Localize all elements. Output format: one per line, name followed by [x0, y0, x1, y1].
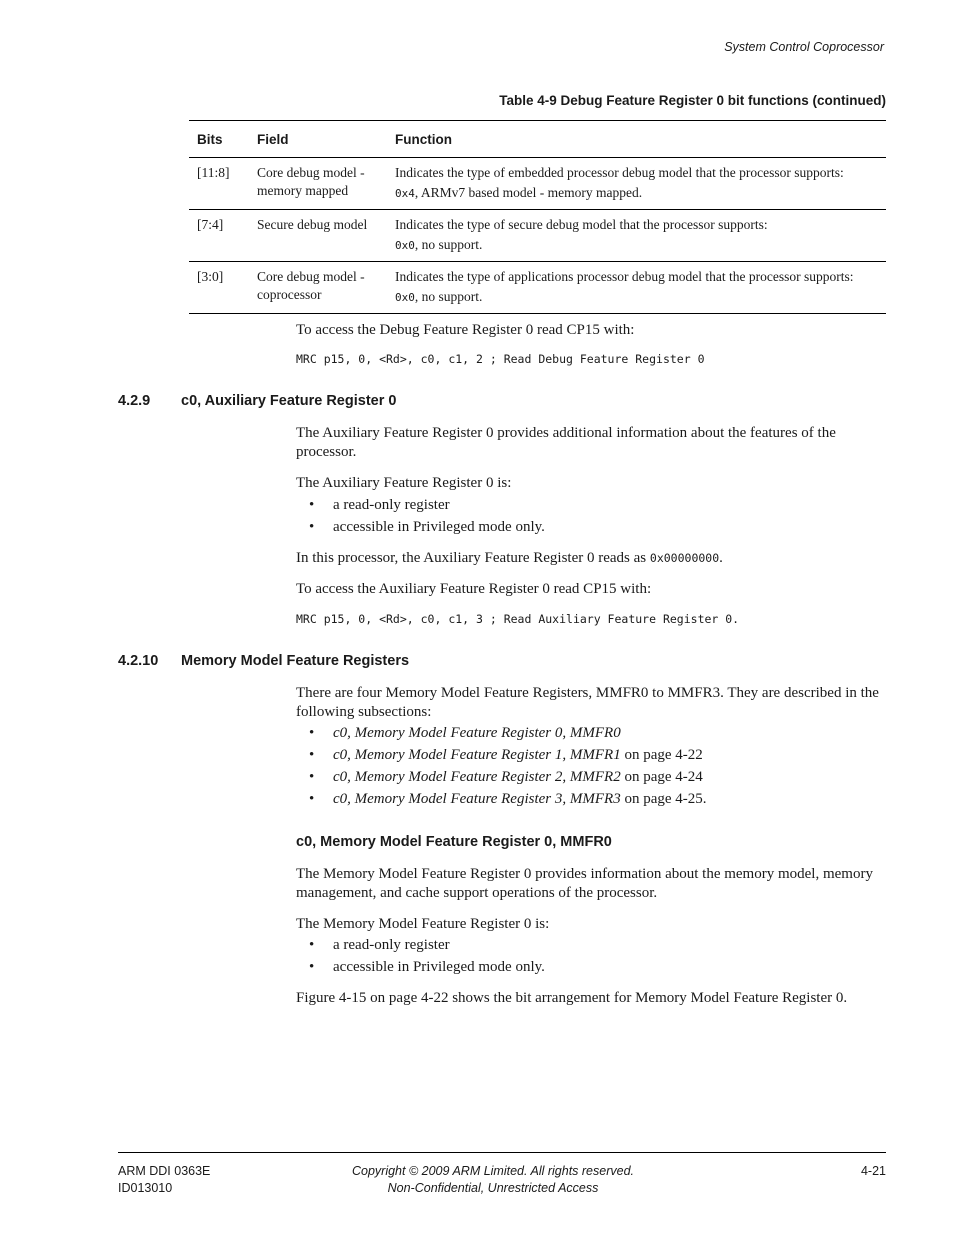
section-title: Memory Model Feature Registers [181, 653, 410, 669]
auxiliary-is-paragraph: The Auxiliary Feature Register 0 is: [296, 475, 512, 491]
list-item[interactable]: • c0, Memory Model Feature Register 3, MMFR3 on page 4-25. [296, 788, 707, 810]
footer-document-ids [118, 1163, 210, 1197]
footer-divider [118, 1152, 886, 1153]
access-text: Non-Confidential, Unrestricted Access [387, 1181, 599, 1195]
list-item[interactable]: • c0, Memory Model Feature Register 2, MMFR2 on page 4-24 [296, 766, 707, 788]
bullet-icon: • [309, 519, 315, 535]
figure-reference-paragraph: Figure 4-15 on page 4-22 shows the bit arrangement for Memory Model Feature Register 0. [296, 990, 848, 1006]
list-item: • accessible in Privileged mode only. [296, 956, 545, 978]
value-meaning: , no support. [414, 237, 483, 252]
access-auxiliary-text: To access the Auxiliary Feature Register 0 read CP15 with: [296, 581, 652, 597]
bullet-icon: • [309, 769, 315, 785]
doc-number: ARM DDI 0363E [118, 1164, 211, 1178]
bullet-icon: • [309, 959, 315, 975]
list-item: • a read-only register [296, 494, 545, 516]
cell-function [387, 158, 886, 210]
doc-id: ID013010 [118, 1181, 173, 1195]
value-code: 0x0 [395, 291, 415, 304]
access-auxiliary-code: MRC p15, 0, <Rd>, c0, c1, 3 ; Read Auxiliary Feature Register 0. [296, 612, 740, 626]
xref-link-mmfr3[interactable]: c0, Memory Model Feature Register 3, MMFR3 [333, 791, 621, 807]
list-item: • a read-only register [296, 934, 545, 956]
value-code: 0x0 [395, 239, 415, 252]
table-row [189, 262, 886, 314]
xref-link-mmfr1[interactable]: c0, Memory Model Feature Register 1, MMFR1 [333, 747, 621, 763]
table-row [189, 158, 886, 210]
section-number: 4.2.10 [118, 653, 159, 669]
list-item[interactable]: • c0, Memory Model Feature Register 1, MMFR1 on page 4-22 [296, 744, 707, 766]
mmfr0-is-paragraph: The Memory Model Feature Register 0 is: [296, 916, 550, 932]
subsection-heading-mmfr0: c0, Memory Model Feature Register 0, MMFR0 [296, 834, 612, 850]
xref-link-mmfr0[interactable]: c0, Memory Model Feature Register 0, MMFR0 [333, 725, 621, 741]
cell-field: Core debug model - memory mapped [257, 165, 365, 198]
mmfr0-properties-list [296, 934, 545, 978]
xref-link-mmfr2[interactable]: c0, Memory Model Feature Register 2, MMFR2 [333, 769, 621, 785]
value-meaning: , ARMv7 based model - memory mapped. [414, 185, 643, 200]
table-header-row [189, 121, 886, 158]
section-title: c0, Auxiliary Feature Register 0 [181, 393, 397, 409]
bullet-icon: • [309, 747, 315, 763]
footer-copyright [300, 1163, 686, 1197]
cell-function [387, 262, 886, 314]
auxiliary-reads-paragraph: In this processor, the Auxiliary Feature Register 0 reads as 0x00000000. [296, 550, 723, 566]
bullet-icon: • [309, 791, 315, 807]
function-value [395, 288, 878, 307]
section-number: 4.2.9 [118, 393, 151, 409]
bit-functions-table [189, 120, 886, 314]
access-debug-code: MRC p15, 0, <Rd>, c0, c1, 2 ; Read Debug Feature Register 0 [296, 352, 705, 366]
function-description: Indicates the type of embedded processor debug model that the processor supports: [395, 165, 844, 180]
auxiliary-intro-paragraph: The Auxiliary Feature Register 0 provides additional information about the features of the processor. [296, 425, 836, 460]
function-description: Indicates the type of secure debug model that the processor supports: [395, 217, 768, 232]
value-code: 0x4 [395, 187, 415, 200]
page-number: 4-21 [860, 1164, 886, 1178]
list-item: • accessible in Privileged mode only. [296, 516, 545, 538]
value-meaning: , no support. [414, 289, 483, 304]
bullet-icon: • [309, 497, 315, 513]
table-row [189, 210, 886, 262]
copyright-text: Copyright © 2009 ARM Limited. All rights reserved. [351, 1164, 634, 1178]
cell-bits: [11:8] [197, 165, 230, 180]
cell-bits: [7:4] [197, 217, 224, 232]
function-description: Indicates the type of applications processor debug model that the processor supports: [395, 269, 854, 284]
mmfr0-intro-paragraph: The Memory Model Feature Register 0 provides information about the memory model, memory management, and cache support operations of the processor. [296, 866, 873, 901]
reads-value-code: 0x00000000 [649, 551, 720, 565]
mmfr-intro-paragraph: There are four Memory Model Feature Registers, MMFR0 to MMFR3. They are described in the following subsections: [296, 685, 879, 720]
list-item[interactable] [296, 722, 707, 744]
column-header-bits: Bits [197, 131, 223, 147]
running-header: System Control Coprocessor [724, 40, 884, 54]
auxiliary-properties-list [296, 494, 545, 538]
function-value [395, 184, 878, 203]
cell-field: Secure debug model [257, 217, 368, 232]
bullet-icon: • [309, 937, 315, 953]
function-value [395, 236, 878, 255]
access-debug-text: To access the Debug Feature Register 0 read CP15 with: [296, 322, 635, 338]
column-header-field: Field [257, 131, 289, 147]
bullet-icon: • [309, 725, 315, 741]
cell-field: Core debug model - coprocessor [257, 269, 365, 302]
mmfr-subsection-list [296, 722, 707, 810]
cell-bits: [3:0] [197, 269, 224, 284]
section-heading-4-2-10 [0, 653, 954, 673]
column-header-function: Function [395, 131, 452, 147]
cell-function [387, 210, 886, 262]
table-caption: Table 4-9 Debug Feature Register 0 bit functions (continued) [499, 93, 886, 108]
section-heading-4-2-9 [0, 393, 954, 413]
